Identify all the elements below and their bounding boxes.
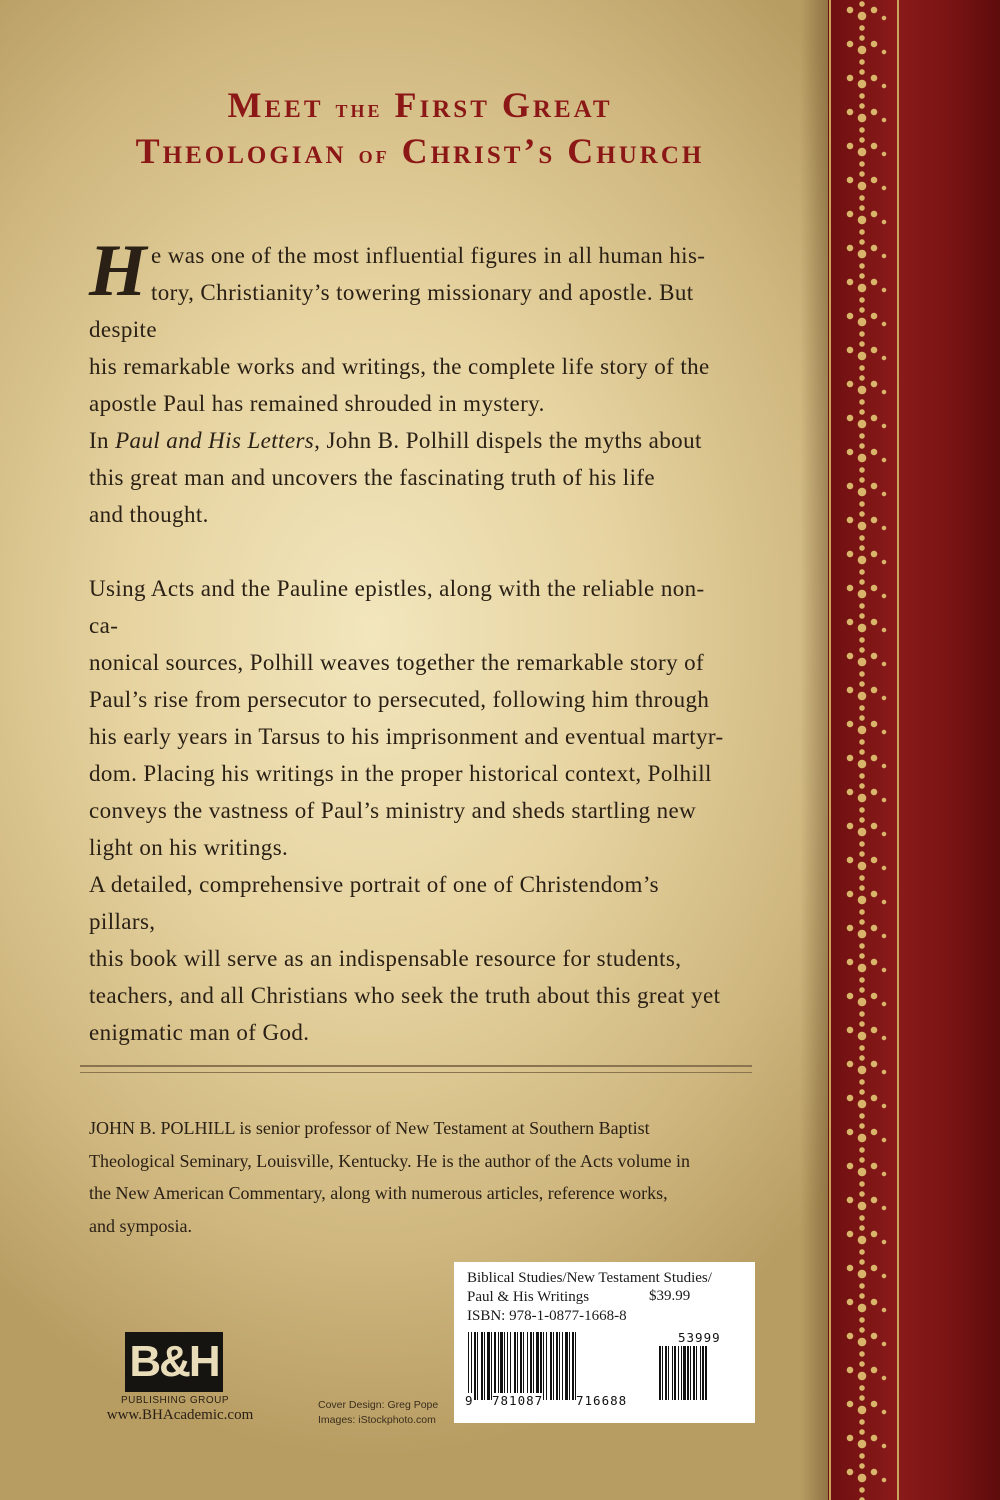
paragraph-4: [89, 866, 729, 1051]
barcode-addon-bars: [659, 1346, 737, 1400]
text-line: enigmatic man of God.: [89, 1020, 310, 1045]
barcode-bar: [474, 1332, 476, 1400]
barcode-bar: [683, 1346, 686, 1400]
heading-word: Theologian: [135, 131, 347, 171]
heading-line-2: [60, 122, 780, 184]
barcode-bar: [705, 1346, 707, 1400]
barcode-bar: [569, 1332, 570, 1400]
barcode-bar: [687, 1346, 689, 1400]
heading-word: of: [358, 140, 390, 169]
barcode-bar: [504, 1332, 505, 1400]
barcode-bar: [565, 1332, 568, 1400]
paragraph-1: [89, 230, 729, 422]
barcode-bar: [702, 1346, 704, 1400]
text-line: and thought.: [89, 502, 209, 527]
barcode-bar: [507, 1332, 508, 1400]
cover-edge-shadow: [800, 0, 828, 1500]
bio-line: the New American Commentary, along with numerous articles, reference works,: [89, 1183, 668, 1203]
barcode-bar: [668, 1346, 669, 1400]
barcode-bar: [662, 1346, 663, 1400]
text-fragment: In: [89, 428, 116, 453]
barcode-bar: [471, 1332, 472, 1400]
text-line: his remarkable works and writings, the complete life story of the: [89, 354, 710, 379]
barcode-bar: [494, 1332, 496, 1400]
category-line: Biblical Studies/New Testament Studies/: [467, 1270, 712, 1286]
cover-credits: [318, 1398, 443, 1428]
category-line: Paul & His Writings: [467, 1289, 590, 1305]
text-line: conveys the vastness of Paul’s ministry and sheds startling new: [89, 798, 697, 823]
barcode-digit-first: 9: [465, 1393, 474, 1408]
barcode-bar: [487, 1332, 490, 1400]
barcode-bar: [523, 1332, 524, 1400]
barcode-bar: [481, 1332, 483, 1400]
heading-word: the: [335, 94, 383, 123]
text-line: teachers, and all Christians who seek the truth about this great yet: [89, 983, 721, 1008]
barcode-bar: [659, 1346, 661, 1400]
book-title: Paul and His Letters,: [115, 428, 321, 453]
barcode-bar: [674, 1346, 676, 1400]
barcode-bar: [700, 1346, 701, 1400]
barcode-bar: [533, 1332, 534, 1400]
bio-line: JOHN B. POLHILL is senior professor of New Testament at Southern Baptist: [89, 1118, 650, 1138]
text-fragment: John B. Polhill dispels the myths about: [320, 428, 702, 453]
heading-word: Meet: [227, 85, 324, 125]
barcode-bar: [540, 1332, 542, 1400]
barcode-bar: [575, 1332, 576, 1400]
paragraph-3: [89, 570, 729, 866]
barcode-bar: [498, 1332, 499, 1400]
paragraph-2: [89, 422, 729, 533]
barcode-bar: [510, 1332, 511, 1400]
text-line: this book will serve as an indispensable resource for students,: [89, 946, 682, 971]
barcode-bar: [527, 1332, 528, 1400]
barcode-bar: [562, 1332, 563, 1400]
text-line: nonical sources, Polhill weaves together the remarkable story of: [89, 650, 705, 675]
barcode-bar: [681, 1346, 682, 1400]
barcode-bar: [517, 1332, 518, 1400]
text-line: his early years in Tarsus to his imprisonment and eventual martyr-: [89, 724, 724, 749]
text-line: A detailed, comprehensive portrait of one of Christendom’s pillars,: [89, 872, 659, 934]
addon-digits: 53999: [678, 1330, 721, 1345]
barcode-label: [454, 1262, 755, 1423]
text-line: tory, Christianity’s towering missionary and apostle. But despite: [89, 280, 694, 342]
bio-line: and symposia.: [89, 1215, 192, 1236]
barcode-bar: [690, 1346, 691, 1400]
barcode-bar: [696, 1346, 697, 1400]
barcode-bar: [530, 1332, 532, 1400]
publisher-logo: B&H: [125, 1332, 223, 1392]
barcode-bar: [500, 1332, 503, 1400]
text-line: this great man and uncovers the fascinating truth of his life: [89, 465, 656, 490]
heading-word: Christ’s Church: [401, 131, 705, 171]
heading-word: First Great: [394, 85, 613, 125]
text-line: Using Acts and the Pauline epistles, along with the reliable non-ca-: [89, 576, 705, 638]
barcode-bar: [550, 1332, 552, 1400]
barcode-bar: [559, 1332, 560, 1400]
text-line: e was one of the most influential figures in all human his-: [150, 243, 706, 268]
barcode-bar: [546, 1332, 547, 1400]
text-line: [89, 422, 729, 459]
text-line: light on his writings.: [89, 835, 289, 860]
text-line: Paul’s rise from persecutor to persecuted, following him through: [89, 687, 710, 712]
barcode-bar: [553, 1332, 554, 1400]
spine-ornament-pattern: [838, 0, 892, 1500]
barcode-bar: [468, 1332, 469, 1400]
barcode-bar: [491, 1332, 492, 1400]
barcode-bar: [484, 1332, 485, 1400]
isbn: ISBN: 978-1-0877-1668-8: [467, 1308, 627, 1324]
drop-cap: H: [89, 230, 147, 312]
barcode-bar: [556, 1332, 558, 1400]
barcode-bar: [543, 1332, 544, 1400]
barcode-bar: [665, 1346, 667, 1400]
spine-gold-rule-right: [897, 0, 899, 1500]
bio-line: Theological Seminary, Louisville, Kentucky. He is the author of the Acts volume in: [89, 1150, 691, 1171]
barcode-bar: [678, 1346, 679, 1400]
barcode-bar: [536, 1332, 539, 1400]
divider-rule: [80, 1065, 752, 1073]
text-line: apostle Paul has remained shrouded in mystery.: [89, 391, 545, 416]
barcode-bar: [477, 1332, 478, 1400]
publisher-group-label: PUBLISHING GROUP: [120, 1395, 230, 1406]
barcode-bar: [693, 1346, 695, 1400]
barcode-bar: [572, 1332, 574, 1400]
barcode-digit-group: 716688: [576, 1393, 628, 1408]
barcode-bar: [520, 1332, 522, 1400]
price: $39.99: [649, 1288, 691, 1304]
credit-images: Images: iStockphoto.com: [318, 1414, 436, 1426]
author-bio: [89, 1112, 759, 1242]
text-line: dom. Placing his writings in the proper historical context, Polhill: [89, 761, 712, 786]
publisher-url: www.BHAcademic.com: [106, 1407, 254, 1423]
barcode-bar: [672, 1346, 673, 1400]
barcode-bar: [514, 1332, 516, 1400]
barcode-digit-group: 781087: [492, 1393, 544, 1408]
barcode-bars: [468, 1332, 668, 1400]
credit-design: Cover Design: Greg Pope: [318, 1399, 439, 1411]
spine-gold-rule-left: [829, 0, 831, 1500]
